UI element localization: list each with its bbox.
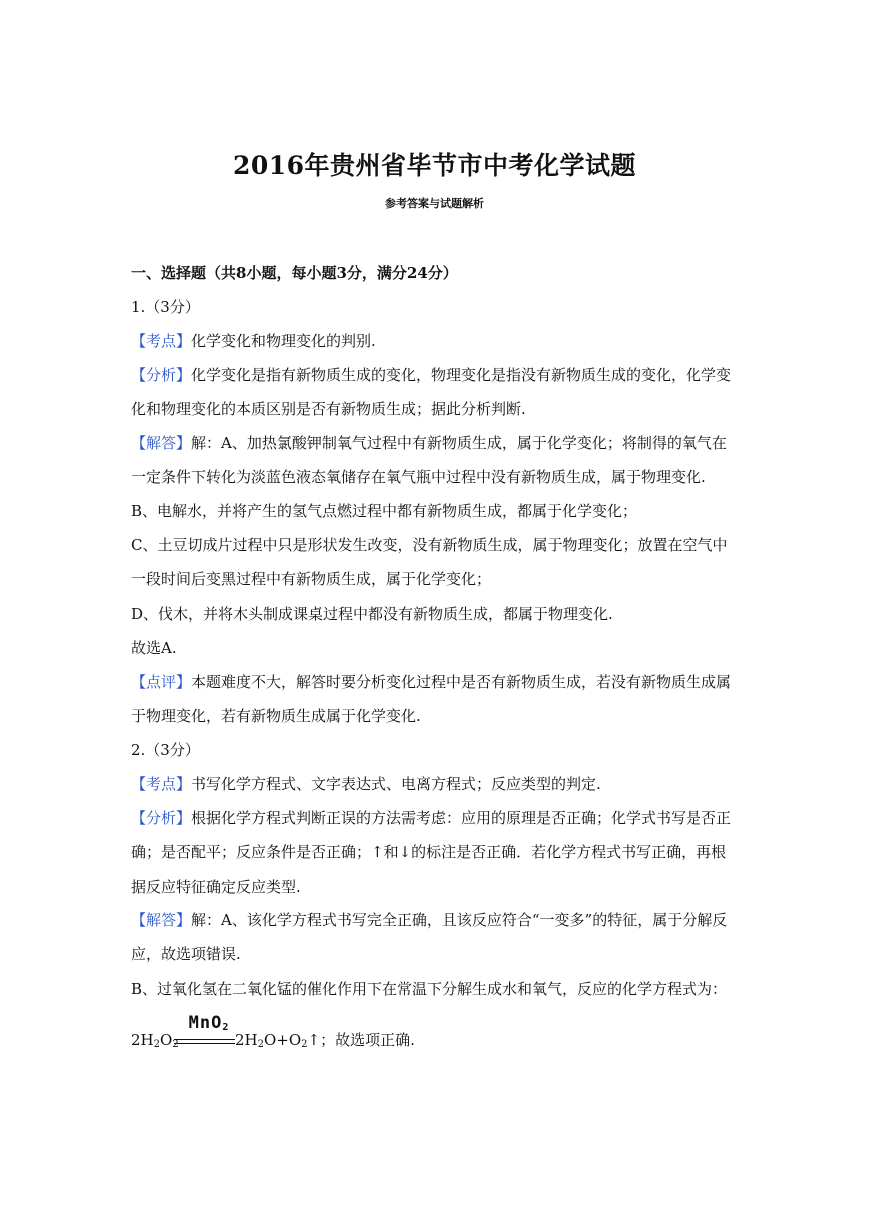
document-subtitle: 参考答案与试题解析 xyxy=(385,197,484,210)
section-tag: 【分析】 xyxy=(131,366,192,384)
q1-number xyxy=(131,297,741,317)
line-text: 根据化学方程式判断正误的方法需考虑：应用的原理是否正确；化学式书写是否正 xyxy=(191,809,732,827)
line-text: 化学变化和物理变化的判别. xyxy=(191,332,376,350)
q1-dianping-cont xyxy=(131,706,741,726)
document-title: 2016年贵州省毕节市中考化学试题 xyxy=(232,151,637,180)
q1-option-c xyxy=(131,535,741,555)
q2-kaodian xyxy=(131,774,741,794)
line-text: 一定条件下转化为淡蓝色液态氧储存在氧气瓶中过程中没有新物质生成，属于物理变化. xyxy=(131,468,706,486)
q1-fenxi xyxy=(131,365,741,385)
section-tag: 【考点】 xyxy=(131,775,192,793)
equation-catalyst: MnO$_2$ xyxy=(188,1013,230,1033)
line-text: 解：A、加热氯酸钾制氧气过程中有新物质生成，属于化学变化；将制得的氧气在 xyxy=(191,434,727,452)
line-text: B、过氧化氢在二氧化锰的催化作用下在常温下分解生成水和氧气，反应的化学方程式为： xyxy=(131,980,728,998)
q1-option-c-cont xyxy=(131,569,741,589)
line-text: 应，故选项错误. xyxy=(131,945,241,963)
equation-products: $2H_2O+O_2↑$；故选项正确. xyxy=(235,1031,415,1050)
section-tag: 【点评】 xyxy=(131,673,192,691)
line-text: 书写化学方程式、文字表达式、电离方程式；反应类型的判定. xyxy=(191,775,601,793)
section-tag: 【考点】 xyxy=(131,332,192,350)
q1-option-d xyxy=(131,604,741,624)
q2-jieda xyxy=(131,910,741,930)
section-tag: 【分析】 xyxy=(131,809,192,827)
q2-fenxi xyxy=(131,808,741,828)
line-text: 于物理变化，若有新物质生成属于化学变化. xyxy=(131,707,421,725)
q1-jieda-cont xyxy=(131,467,741,487)
q2-fenxi-cont xyxy=(131,842,741,862)
line-text: 解：A、该化学方程式书写完全正确，且该反应符合“一变多”的特征，属于分解反 xyxy=(191,911,728,929)
q1-fenxi-cont xyxy=(131,399,741,419)
q2-option-b xyxy=(131,979,741,999)
line-text: 化学变化是指有新物质生成的变化，物理变化是指没有新物质生成的变化，化学变 xyxy=(191,366,732,384)
line-text: 故选A. xyxy=(131,639,177,657)
q1-answer xyxy=(131,638,741,658)
line-text: 本题难度不大，解答时要分析变化过程中是否有新物质生成，若没有新物质生成属 xyxy=(191,673,732,691)
chemical-equation xyxy=(131,1013,531,1057)
line-text: 一段时间后变黑过程中有新物质生成，属于化学变化； xyxy=(131,570,492,588)
line-text: D、伐木，并将木头制成课桌过程中都没有新物质生成，都属于物理变化. xyxy=(131,605,613,623)
q1-option-b xyxy=(131,501,741,521)
equation-equals-bar xyxy=(174,1039,235,1044)
line-text: 化和物理变化的本质区别是否有新物质生成；据此分析判断. xyxy=(131,400,526,418)
line-text: 确；是否配平；反应条件是否正确；↑和↓的标注是否正确．若化学方程式书写正确，再根 xyxy=(131,843,727,861)
line-text: B、电解水，并将产生的氢气点燃过程中都有新物质生成，都属于化学变化； xyxy=(131,502,638,520)
q2-fenxi-cont2 xyxy=(131,877,741,897)
q1-kaodian xyxy=(131,331,741,351)
line-text: 1.（3分） xyxy=(131,298,200,316)
equation-reactant: $2H_2O_2$ xyxy=(131,1031,179,1050)
q2-jieda-cont xyxy=(131,944,741,964)
q2-number xyxy=(131,740,741,760)
q1-dianping xyxy=(131,672,741,692)
section-heading: 一、选择题（共8小题，每小题3分，满分24分） xyxy=(131,264,458,282)
line-text: 2.（3分） xyxy=(131,741,200,759)
line-text: C、土豆切成片过程中只是形状发生改变，没有新物质生成，属于物理变化；放置在空气中 xyxy=(131,536,728,554)
section-tag: 【解答】 xyxy=(131,434,192,452)
q1-jieda xyxy=(131,433,741,453)
line-text: 据反应特征确定反应类型. xyxy=(131,878,301,896)
section-tag: 【解答】 xyxy=(131,911,192,929)
